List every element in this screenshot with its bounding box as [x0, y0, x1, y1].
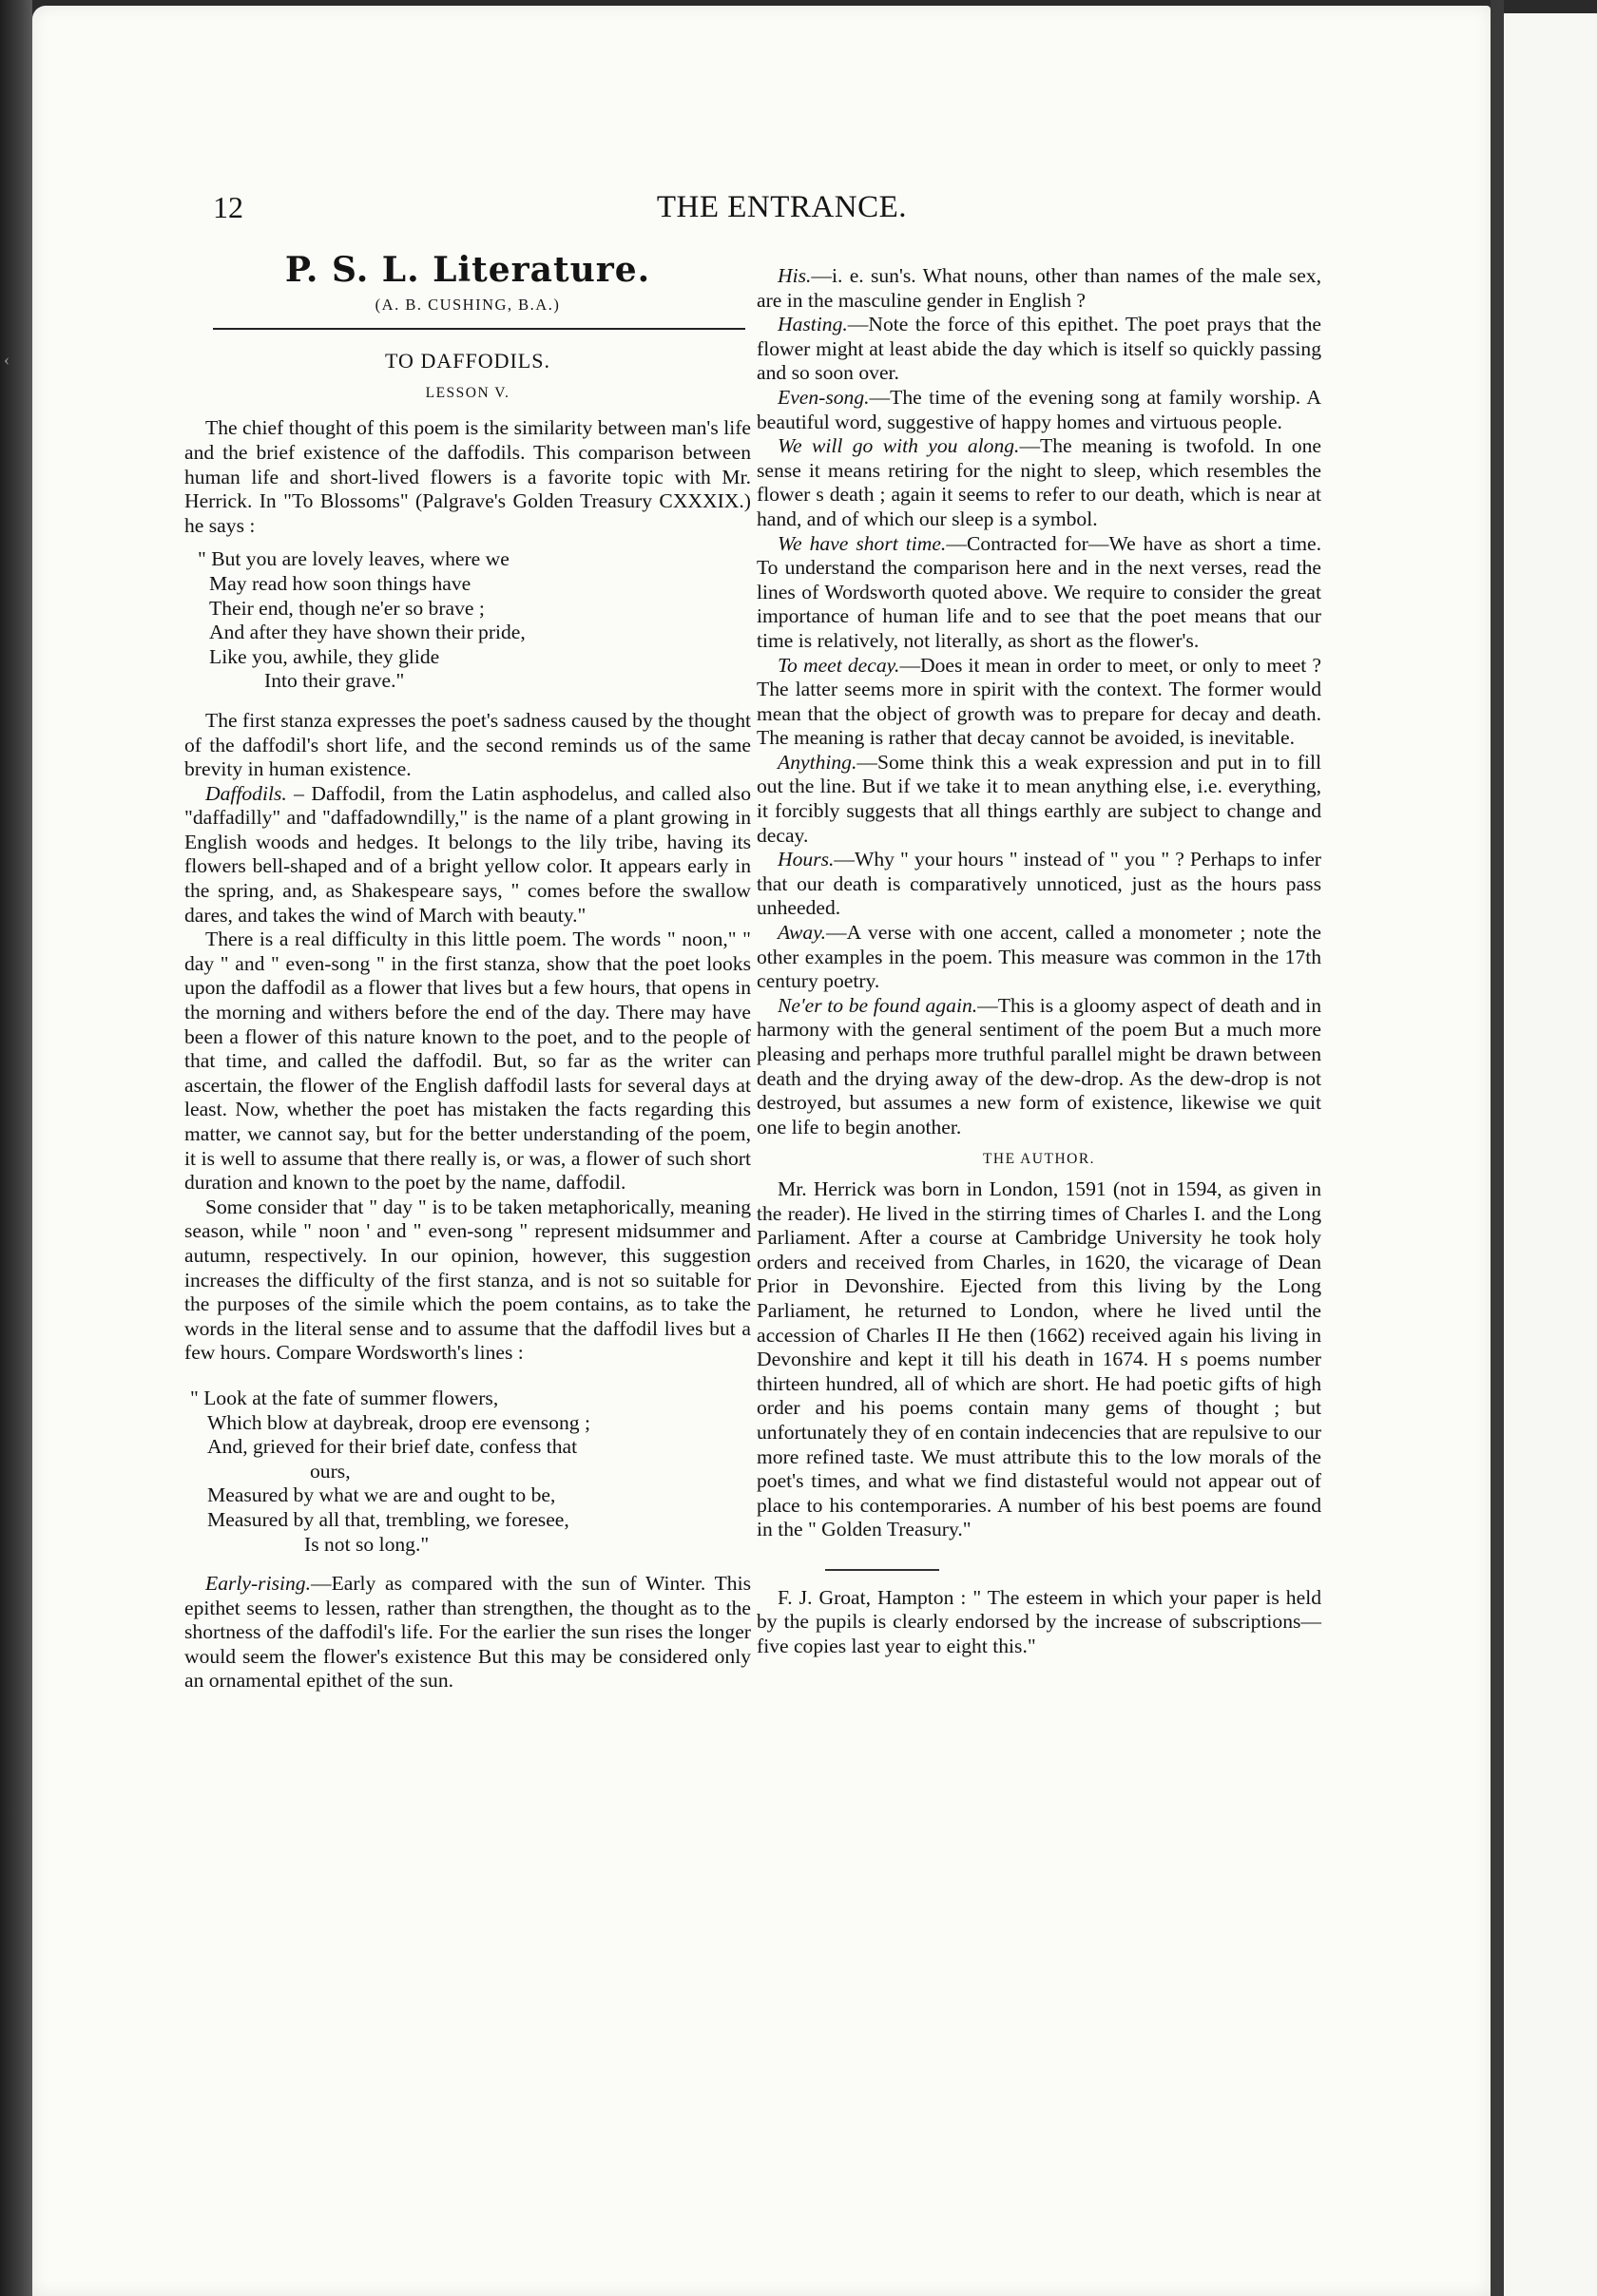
note-term: We will go with you along.	[778, 434, 1020, 458]
note-text: —This is a gloomy aspect of death and in harmony with the general sentiment of the poem But a much more pleasing and perhaps more truthful parallel might be drawn between death and the drying away of the dew-drop. As the dew-drop is not destroyed, but assumes a new form of existence, likewise we quit one life to begin another.	[757, 993, 1321, 1138]
note-hasting	[757, 313, 1321, 386]
note-text: – Daffodil, from the Latin asphodelus, and called also "daffadilly" and "daffadowndilly," is the name of a plant growing in English woods and hedges. It belongs to the lily tribe, having its flowers bell-shaped and of a bright yellow color. It appears early in the spring, and, as Shakespeare says, " comes before the swallow dares, and takes the wind of March with beauty."	[184, 781, 751, 927]
note-go-with-you	[757, 434, 1321, 531]
note-term: We have short time.	[778, 531, 947, 555]
page-number: 12	[213, 190, 243, 224]
quote-line: ours,	[310, 1459, 351, 1483]
note-anything	[757, 751, 1321, 848]
note-text: —The time of the evening song at family worship. A beautiful word, suggestive of happy homes and virtuous people.	[757, 385, 1321, 433]
note-term: Early-rising.	[205, 1572, 311, 1596]
scan-mark-icon: ‹	[4, 350, 10, 369]
section-divider	[825, 1569, 939, 1571]
quote-wordsworth	[184, 1387, 751, 1557]
note-early-rising	[184, 1572, 751, 1693]
note-term: His.	[778, 264, 812, 287]
note-away	[757, 921, 1321, 994]
note-text: —Does it mean in order to meet, or only to meet ? The latter seems more in spirit with the context. The former would mean that the object of growth was to prepare for decay and death. The meaning is rather that decay cannot be avoided, is inevitable.	[757, 653, 1322, 750]
quote-line: May read how soon things have	[209, 571, 471, 595]
note-term: Away.	[778, 921, 826, 945]
quote-line: Which blow at daybreak, droop ere evensong ;	[207, 1410, 590, 1434]
note-term: Daffodils.	[205, 781, 287, 805]
quote-line: Like you, awhile, they glide	[209, 644, 440, 668]
note-term: Hasting.	[778, 313, 848, 336]
quote-line: " But you are lovely leaves, where we	[198, 547, 510, 571]
note-text: —Some think this a weak expression and put in to fill out the line. But if we take it to mean anything else, i.e. everything, it forcibly suggests that all things earthly are subject to change and decay.	[757, 750, 1321, 847]
byline: (A. B. CUSHING, B.A.)	[375, 295, 561, 314]
note-term: Hours.	[778, 848, 835, 871]
quote-line: Their end, though ne'er so brave ;	[209, 596, 485, 620]
note-text: —Note the force of this epithet. The poet prays that the flower might at least abide the day which is itself so quickly passing and so soon over.	[757, 313, 1321, 385]
note-text: —Contracted for—We have as short a time. To understand the comparison here and in the next verses, read the lines of Wordsworth quoted above. We require to consider the great importance of human life and to see that the poet means that our time is relatively, not literally, as short as the flower's.	[757, 531, 1321, 652]
note-text: —The meaning is twofold. In one sense it means retiring for the night to sleep, which resembles the flower s death ; again it seems to refer to our death, which is near at hand, and of which our sleep is a symbol.	[757, 434, 1321, 530]
note-term: Even-song.	[778, 385, 870, 409]
paragraph-intro: The chief thought of this poem is the similarity between man's life and the brief existence of the daffodils. This comparison between human life and short-lived flowers is a favorite topic with Mr. Herrick. In "To Blossoms" (Palgrave's Golden Treasury CXXXIX.) he says :	[184, 416, 751, 537]
note-hours	[757, 848, 1321, 921]
note-his	[757, 264, 1321, 313]
quote-to-blossoms	[184, 547, 751, 694]
paragraph-metaphor: Some consider that " day " is to be taken metaphorically, meaning season, while " noon ' and " even-song " represent midsummer and autumn, respectively. In our opinion, however, this suggestion increases the difficulty of the first stanza, and is not so suitable for the purposes of the simile which the poem contains, as to take the words in the literal sense and to assume that the daffodil lives but a few hours. Compare Wordsworth's lines :	[184, 1195, 751, 1365]
section-title: P. S. L. Literature.	[284, 250, 651, 290]
note-meet-decay	[757, 654, 1321, 751]
note-term: To meet decay.	[778, 653, 900, 677]
note-text: —i. e. sun's. What nouns, other than names of the male sex, are in the masculine gender in English ?	[757, 264, 1321, 312]
page-gap	[1491, 0, 1504, 2296]
scan-border-left	[0, 0, 32, 2296]
author-heading: THE AUTHOR.	[982, 1151, 1096, 1168]
quote-line: " Look at the fate of summer flowers,	[190, 1386, 499, 1409]
quote-line: Into their grave."	[264, 669, 405, 693]
quote-line: Measured by what we are and ought to be,	[207, 1483, 556, 1507]
paragraph-author: Mr. Herrick was born in London, 1591 (not in 1594, as given in the reader). He lived in the stirring times of Charles I. and the Long Parliament. After a course at Cambridge University he took holy orders and received from Charles, in 1620, the vicarage of Dean Prior in Devonshire. Ejected from this living by the Long Parliament, he returned to London, where he lived until the accession of Charles II He then (1662) received again his living in Devonshire and kept it till his death in 1674. H s poems number thirteen hundred, all of which are short. He had poetic gifts of high order and his poems contain many gems of thought ; but unfortunately they of en contain indecencies that are repulsive to our more refined taste. We must attribute this to the low morals of the poet's times, and what we find distasteful would not appear out of place to his contemporaries. A number of his best poems are found in the " Golden Treasury."	[757, 1177, 1321, 1541]
lesson-label: LESSON V.	[425, 384, 510, 401]
note-text: —Why " your hours " instead of " you " ? Perhaps to infer that our death is comparatively unnoticed, just as the hours pass unheeded.	[757, 848, 1321, 920]
journal-title: THE ENTRANCE.	[656, 190, 907, 224]
paragraph-difficulty: There is a real difficulty in this little poem. The words " noon," " day " and " even-song " in the first stanza, show that the poet looks upon the daffodil as a flower that lives but a few hours, that opens in the morning and withers before the end of the day. There may have been a flower of this nature known to the poet, and to the people of that time, and called the daffodil. But, so far as the writer can ascertain, the flower of the English daffodil lasts for several days at least. Now, whether the poet has mistaken the facts regarding this matter, we cannot say, but for the better understanding of the poem, it is well to assume that there really is, or was, a flower of such short duration and known to the poet by the name, daffodil.	[184, 928, 751, 1195]
left-column	[184, 250, 751, 1693]
poem-title: TO DAFFODILS.	[385, 349, 550, 373]
note-short-time	[757, 532, 1321, 654]
note-term: Anything.	[778, 750, 857, 774]
note-neer-found	[757, 994, 1321, 1140]
note-daffodils	[184, 782, 751, 928]
page-header	[213, 190, 907, 238]
note-text: —Early as compared with the sun of Winter. This epithet seems to lessen, rather than strengthen, the thought as to the shortness of the daffodil's life. For the earlier the sun rises the longer would seem the flower's existence But this may be considered only an ornamental epithet of the sun.	[184, 1572, 751, 1693]
testimonial: F. J. Groat, Hampton : " The esteem in which your paper is held by the pupils is clearly endorsed by the increase of subscriptions—five copies last year to eight this."	[757, 1585, 1321, 1658]
note-term: Ne'er to be found again.	[778, 993, 978, 1017]
right-column	[757, 264, 1321, 1659]
quote-line: Measured by all that, trembling, we foresee,	[207, 1507, 569, 1531]
paragraph-first-stanza: The first stanza expresses the poet's sadness caused by the thought of the daffodil's short life, and the second reminds us of the same brevity in human existence.	[184, 708, 751, 781]
adjacent-page-edge	[1504, 13, 1597, 2296]
title-rule	[213, 328, 745, 330]
quote-line: Is not so long."	[304, 1532, 430, 1556]
quote-line: And after they have shown their pride,	[209, 621, 526, 644]
note-text: —A verse with one accent, called a monometer ; note the other examples in the poem. This measure was common in the 17th century poetry.	[757, 921, 1321, 993]
note-even-song	[757, 386, 1321, 434]
quote-line: And, grieved for their brief date, confess that	[207, 1435, 578, 1459]
